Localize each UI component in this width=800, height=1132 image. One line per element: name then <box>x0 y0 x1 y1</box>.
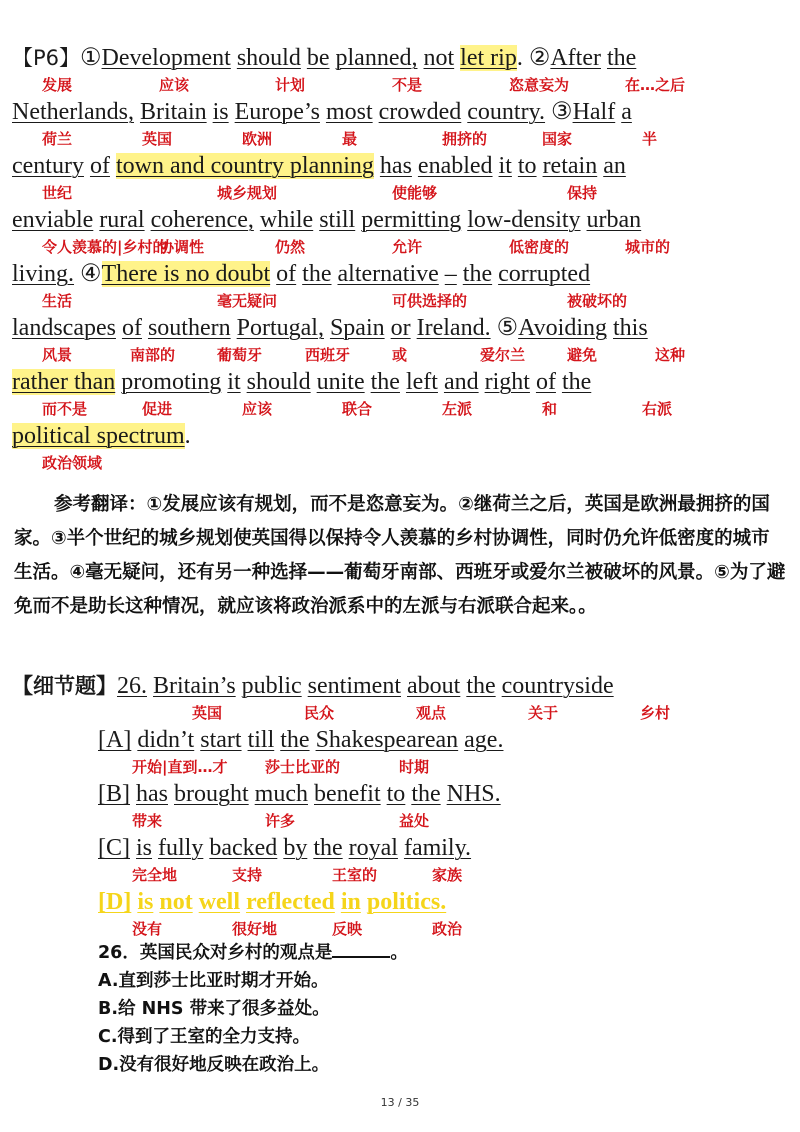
chinese-question <box>98 938 408 1079</box>
question-stem <box>12 668 792 704</box>
chinese-option-d: D.没有很好地反映在政治上。 <box>98 1055 330 1075</box>
gloss-word: 欧洲 <box>242 130 273 148</box>
passage-line-2 <box>12 94 792 130</box>
underlined-word: political spectrum <box>12 423 185 449</box>
gloss-word: 民众 <box>304 704 335 722</box>
text-fragment: . <box>184 423 191 449</box>
gloss-line-6 <box>12 346 792 364</box>
gloss-word: 很好地 <box>232 920 278 938</box>
passage-line-text <box>12 99 632 125</box>
gloss-word: 风景 <box>42 346 73 364</box>
gloss-word: 带来 <box>132 812 163 830</box>
gloss-word: 反映 <box>332 920 363 938</box>
gloss-word: 观点 <box>416 704 447 722</box>
passage-line-3 <box>12 148 792 184</box>
gloss-word: 开始|直到…才 <box>132 758 228 776</box>
underlined-word: about <box>407 673 461 699</box>
gloss-word: 低密度的 <box>509 238 570 256</box>
underlined-word: it <box>498 153 512 179</box>
underlined-word: alternative <box>337 261 439 287</box>
underlined-word: the <box>313 835 343 861</box>
gloss-word: 爱尔兰 <box>480 346 526 364</box>
gloss-word: 没有 <box>132 920 163 938</box>
gloss-word: 毫无疑问 <box>217 292 278 310</box>
underlined-word: be <box>306 45 330 71</box>
underlined-word: After <box>550 45 601 71</box>
gloss-word: 南部的 <box>130 346 176 364</box>
option-text <box>98 781 501 807</box>
underlined-word: reflected <box>246 889 335 915</box>
text-fragment: ③ <box>545 99 573 125</box>
gloss-word: 支持 <box>232 866 263 884</box>
underlined-word: benefit <box>314 781 381 807</box>
underlined-word: to <box>386 781 406 807</box>
underlined-word: of <box>535 369 556 395</box>
underlined-word: enviable <box>12 207 94 233</box>
option-b <box>12 776 792 812</box>
underlined-word: the <box>462 261 493 287</box>
underlined-word: coherence, <box>150 207 254 233</box>
underlined-word: and <box>443 369 479 395</box>
underlined-word: country. <box>467 99 546 125</box>
underlined-word: the <box>370 369 400 395</box>
underlined-word: Netherlands, <box>12 99 134 125</box>
underlined-word: rather than <box>12 369 116 395</box>
gloss-word: 城市的 <box>625 238 671 256</box>
gloss-line-1 <box>12 76 792 94</box>
gloss-word: 家族 <box>432 866 463 884</box>
option-a-gloss <box>12 758 792 776</box>
gloss-word: 协调性 <box>159 238 205 256</box>
underlined-word: fully <box>158 835 204 861</box>
underlined-word: brought <box>174 781 249 807</box>
option-b-gloss <box>12 812 792 830</box>
passage-line-5 <box>12 256 792 292</box>
gloss-word: 不是 <box>392 76 423 94</box>
underlined-word: NHS. <box>446 781 501 807</box>
gloss-line-7 <box>12 400 792 418</box>
underlined-word: planned, <box>335 45 418 71</box>
gloss-word: 半 <box>642 130 658 148</box>
gloss-word: 仍然 <box>275 238 306 256</box>
gloss-word: 完全地 <box>132 866 178 884</box>
underlined-word: [B] <box>98 781 130 807</box>
underlined-word: most <box>325 99 373 125</box>
gloss-word: 或 <box>392 346 408 364</box>
underlined-word: a <box>621 99 632 125</box>
gloss-word: 右派 <box>642 400 673 418</box>
option-a <box>12 722 792 758</box>
gloss-word: 王室的 <box>332 866 378 884</box>
chinese-option-a: A.直到莎士比亚时期才开始。 <box>98 971 329 991</box>
text-fragment: ① <box>80 45 102 71</box>
underlined-word: unite <box>316 369 365 395</box>
underlined-word: has <box>379 153 412 179</box>
underlined-word: let rip <box>460 45 517 71</box>
gloss-line-3 <box>12 184 792 202</box>
underlined-word: Ireland. <box>416 315 491 341</box>
gloss-word: 政治 <box>432 920 463 938</box>
gloss-word: 促进 <box>142 400 173 418</box>
gloss-word: 英国 <box>192 704 223 722</box>
question-stem-gloss <box>12 704 792 722</box>
underlined-word: Britain’s <box>153 673 236 699</box>
underlined-word: landscapes <box>12 315 116 341</box>
gloss-word: 避免 <box>567 346 598 364</box>
underlined-word: Spain <box>329 315 385 341</box>
text-fragment: ⑤ <box>490 315 519 341</box>
underlined-word: in <box>340 889 361 915</box>
option-text <box>98 889 446 915</box>
underlined-word: urban <box>586 207 642 233</box>
underlined-word: much <box>254 781 308 807</box>
option-text <box>98 727 503 753</box>
underlined-word: has <box>136 781 168 807</box>
gloss-word: 应该 <box>242 400 273 418</box>
gloss-word: 最 <box>342 130 358 148</box>
gloss-word: 发展 <box>42 76 73 94</box>
underlined-word: [A] <box>98 727 132 753</box>
gloss-word: 政治领域 <box>42 454 103 472</box>
gloss-word: 关于 <box>528 704 559 722</box>
underlined-word: 26. <box>117 673 147 699</box>
gloss-word: 荷兰 <box>42 130 73 148</box>
underlined-word: not <box>159 889 193 915</box>
underlined-word: of <box>89 153 110 179</box>
underlined-word: the <box>466 673 496 699</box>
underlined-word: southern <box>147 315 231 341</box>
gloss-word: 拥挤的 <box>442 130 488 148</box>
gloss-word: 被破坏的 <box>567 292 628 310</box>
underlined-word: public <box>241 673 302 699</box>
passage-line-8 <box>12 418 792 454</box>
underlined-word: Half <box>572 99 616 125</box>
gloss-word: 可供选择的 <box>392 292 468 310</box>
chinese-option-b: B.给 NHS 带来了很多益处。 <box>98 999 330 1019</box>
underlined-word: – <box>444 261 457 287</box>
underlined-word: till <box>247 727 275 753</box>
underlined-word: politics. <box>366 889 447 915</box>
passage-line-text <box>12 423 191 449</box>
option-text <box>98 835 471 861</box>
gloss-word: 使能够 <box>392 184 438 202</box>
gloss-word: 时期 <box>399 758 430 776</box>
passage-line-4 <box>12 202 792 238</box>
underlined-word: to <box>517 153 537 179</box>
gloss-word: 英国 <box>142 130 173 148</box>
underlined-word: rural <box>99 207 145 233</box>
gloss-word: 令人羡慕的|乡村的 <box>42 238 168 256</box>
reference-translation <box>14 488 786 624</box>
gloss-word: 允许 <box>392 238 423 256</box>
passage <box>12 40 792 472</box>
text-fragment: ④ <box>74 261 102 287</box>
underlined-word: Development <box>101 45 231 71</box>
underlined-word: left <box>405 369 438 395</box>
underlined-word: royal <box>348 835 398 861</box>
underlined-word: the <box>606 45 637 71</box>
underlined-word: low-density <box>467 207 581 233</box>
underlined-word: while <box>259 207 314 233</box>
passage-tag: 【P6】 <box>12 46 81 70</box>
gloss-word: 益处 <box>399 812 430 830</box>
underlined-word: didn’t <box>137 727 195 753</box>
passage-line-7 <box>12 364 792 400</box>
gloss-word: 保持 <box>567 184 598 202</box>
underlined-word: living. <box>12 261 75 287</box>
underlined-word: permitting <box>361 207 462 233</box>
underlined-word: Europe’s <box>234 99 320 125</box>
underlined-word: family. <box>403 835 472 861</box>
gloss-line-2 <box>12 130 792 148</box>
gloss-word: 应该 <box>159 76 190 94</box>
underlined-word: age. <box>464 727 504 753</box>
gloss-line-8 <box>12 454 792 472</box>
option-c <box>12 830 792 866</box>
passage-line-6 <box>12 310 792 346</box>
underlined-word: Portugal, <box>236 315 324 341</box>
underlined-word: should <box>236 45 301 71</box>
gloss-word: 左派 <box>442 400 473 418</box>
gloss-word: 在…之后 <box>625 76 686 94</box>
passage-line-text <box>80 45 636 71</box>
underlined-word: is <box>137 889 154 915</box>
gloss-word: 和 <box>542 400 558 418</box>
translation-text: ①发展应该有规划，而不是恣意妄为。②继荷兰之后，英国是欧洲最拥挤的国家。③半个世纪的城乡规划使英国得以保持令人羡慕的乡村协调性，同时仍允许低密度的城市生活。④毫无疑问，还有另一种选择——葡萄牙南部、西班牙或爱尔兰被破坏的风景。⑤为了避免而不是助长这种情况，就应该将政治派系中的左派与右派联合起来。。 <box>14 494 786 617</box>
gloss-word: 西班牙 <box>305 346 351 364</box>
underlined-word: backed <box>209 835 278 861</box>
underlined-word: start <box>200 727 242 753</box>
underlined-word: town and country planning <box>115 153 374 179</box>
gloss-line-4 <box>12 238 792 256</box>
gloss-word: 恣意妄为 <box>509 76 570 94</box>
translation-label: 参考翻译： <box>54 494 147 515</box>
underlined-word: the <box>280 727 310 753</box>
option-d-gloss <box>12 920 792 938</box>
passage-line-text <box>12 153 626 179</box>
question-stem-text <box>117 673 614 699</box>
text-fragment: . ② <box>516 45 551 71</box>
underlined-word: enabled <box>417 153 493 179</box>
underlined-word: an <box>603 153 626 179</box>
passage-line-text <box>12 261 590 287</box>
gloss-word: 计划 <box>275 76 306 94</box>
underlined-word: the <box>561 369 592 395</box>
underlined-word: of <box>276 261 297 287</box>
underlined-word: it <box>227 369 241 395</box>
passage-line-text <box>12 207 641 233</box>
passage-line-text <box>12 315 648 341</box>
underlined-word: is <box>212 99 229 125</box>
answer-blank <box>332 938 390 958</box>
underlined-word: sentiment <box>307 673 401 699</box>
option-c-gloss <box>12 866 792 884</box>
underlined-word: corrupted <box>498 261 591 287</box>
gloss-word: 联合 <box>342 400 373 418</box>
gloss-word: 乡村 <box>640 704 671 722</box>
underlined-word: crowded <box>378 99 462 125</box>
underlined-word: There is no doubt <box>101 261 271 287</box>
underlined-word: is <box>136 835 153 861</box>
page-number: 13 / 35 <box>380 1096 420 1109</box>
gloss-word: 生活 <box>42 292 73 310</box>
gloss-word: 葡萄牙 <box>217 346 263 364</box>
underlined-word: promoting <box>121 369 222 395</box>
underlined-word: this <box>613 315 648 341</box>
passage-line-1 <box>12 40 792 76</box>
gloss-word: 而不是 <box>42 400 88 418</box>
underlined-word: still <box>319 207 356 233</box>
underlined-word: countryside <box>501 673 614 699</box>
underlined-word: or <box>390 315 411 341</box>
gloss-word: 世纪 <box>42 184 73 202</box>
underlined-word: by <box>283 835 308 861</box>
gloss-word: 城乡规划 <box>217 184 278 202</box>
underlined-word: should <box>246 369 311 395</box>
underlined-word: Shakespearean <box>315 727 459 753</box>
gloss-word: 莎士比亚的 <box>265 758 341 776</box>
underlined-word: retain <box>542 153 598 179</box>
underlined-word: well <box>198 889 241 915</box>
question-tag: 【细节题】 <box>12 674 117 698</box>
gloss-word: 这种 <box>655 346 686 364</box>
gloss-word: 许多 <box>265 812 296 830</box>
passage-line-text <box>12 369 591 395</box>
option-d-answer <box>12 884 792 920</box>
underlined-word: century <box>12 153 84 179</box>
question-block <box>12 668 792 938</box>
gloss-word: 国家 <box>542 130 573 148</box>
underlined-word: right <box>484 369 530 395</box>
underlined-word: [C] <box>98 835 130 861</box>
underlined-word: of <box>121 315 142 341</box>
underlined-word: the <box>411 781 441 807</box>
underlined-word: not <box>423 45 455 71</box>
underlined-word: Avoiding <box>518 315 607 341</box>
chinese-option-c: C.得到了王室的全力支持。 <box>98 1027 310 1047</box>
underlined-word: the <box>302 261 332 287</box>
underlined-word: Britain <box>139 99 207 125</box>
underlined-word: [D] <box>98 889 132 915</box>
gloss-line-5 <box>12 292 792 310</box>
chinese-question-stem: 26．英国民众对乡村的观点是 。 <box>98 938 408 967</box>
